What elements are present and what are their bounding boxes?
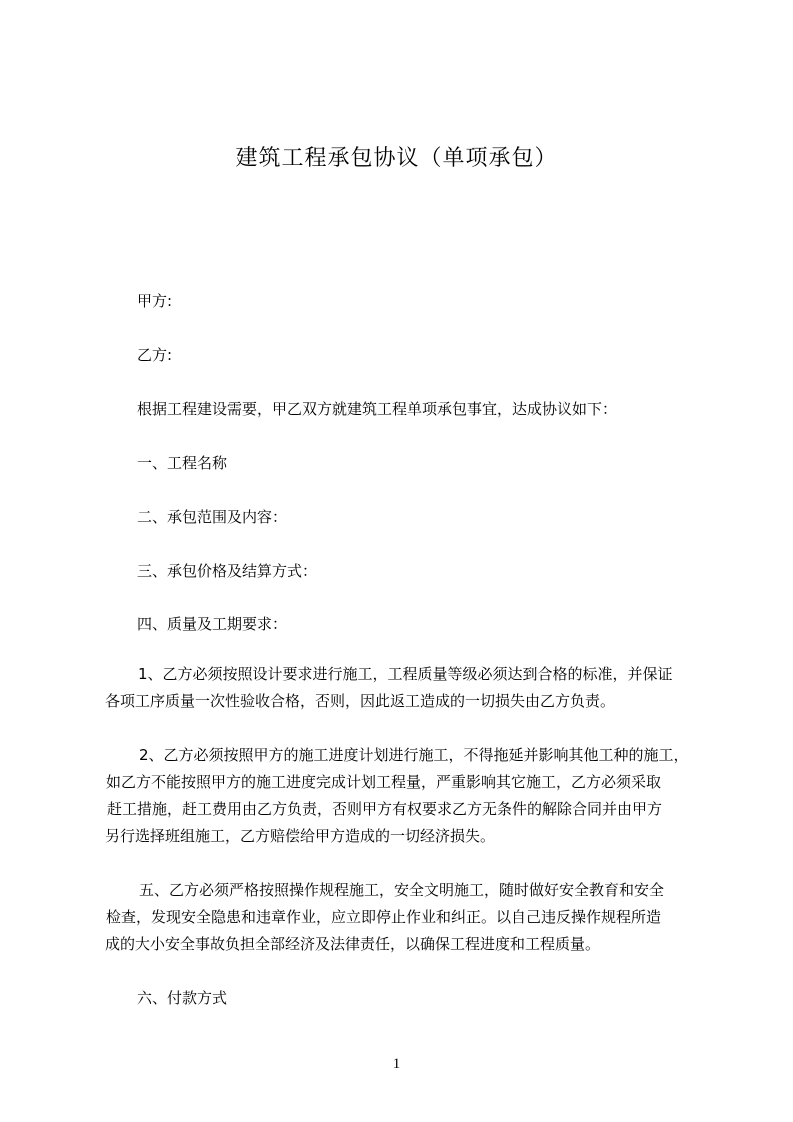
section-5-line-3: 成的大小安全事故负担全部经济及法律责任，以确保工程进度和工程质量。: [105, 935, 601, 953]
document-title: 建筑工程承包协议（单项承包）: [235, 146, 558, 171]
item-2-line-3: 赶工措施，赶工费用由乙方负责，否则甲方有权要求乙方无条件的解除合同并由甲方: [107, 800, 663, 818]
section-1-heading: 一、工程名称: [137, 454, 228, 472]
section-4-heading: 四、质量及工期要求：: [137, 615, 288, 633]
section-5-line-2: 检查，发现安全隐患和违章作业，应立即停止作业和纠正。以自己违反操作规程所造: [106, 908, 662, 926]
item-1-line-1: 1、乙方必须按照设计要求进行施工，工程质量等级必须达到合格的标准，并保证: [138, 665, 673, 683]
item-2-line-2: 如乙方不能按照甲方的施工进度完成计划工程量，严重影响其它施工，乙方必须采取: [106, 773, 662, 791]
item-1-line-2: 各项工序质量一次性验收合格，否则，因此返工造成的一切损失由乙方负责。: [105, 692, 616, 710]
section-6-heading: 六、付款方式: [137, 989, 228, 1007]
item-2-line-1: 2、乙方必须按照甲方的施工进度计划进行施工，不得拖延并影响其他工种的施工，: [139, 746, 689, 764]
party-a-label: 甲方:: [137, 292, 173, 310]
section-5-line-1: 五、乙方必须严格按照操作规程施工，安全文明施工，随时做好安全教育和安全: [139, 881, 665, 899]
preamble-paragraph: 根据工程建设需要，甲乙双方就建筑工程单项承包事宜，达成协议如下：: [137, 400, 618, 418]
item-2-line-4: 另行选择班组施工，乙方赔偿给甲方造成的一切经济损失。: [105, 827, 496, 845]
page-number: 1: [392, 1056, 401, 1072]
section-2-heading: 二、承包范围及内容：: [137, 508, 288, 526]
section-3-heading: 三、承包价格及结算方式：: [137, 562, 318, 580]
party-b-label: 乙方:: [137, 346, 173, 364]
